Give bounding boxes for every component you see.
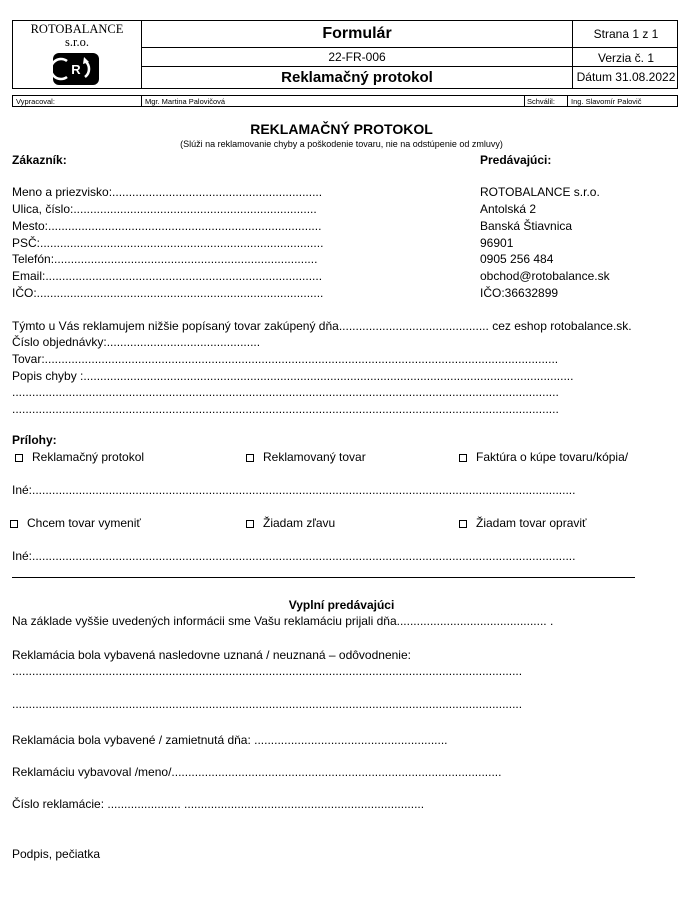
customer-zip-field[interactable]: PSČ:.....................................................................................: [12, 236, 324, 250]
seller-email: obchod@rotobalance.sk: [480, 269, 610, 283]
protocol-title: REKLAMAČNÝ PROTOKOL: [250, 121, 433, 137]
seller-zip: 96901: [480, 236, 514, 250]
checkbox[interactable]: [459, 454, 467, 462]
approved-label: Schválil:: [527, 97, 555, 106]
customer-phone-field[interactable]: Telefón:...............................................................................: [12, 252, 318, 266]
protocol-subtitle: (Slúži na reklamovanie chyby a poškodenie tovaru, nie na odstúpenie od zmluvy): [180, 139, 503, 149]
resolution-label: Reklamácia bola vybavená nasledovne uznaná / neuznaná – odôvodnenie:: [12, 648, 411, 662]
resolution-line[interactable]: .........................................................................................................................................................: [12, 664, 523, 678]
checkbox[interactable]: [246, 454, 254, 462]
row-divider: [524, 96, 525, 106]
goods-field[interactable]: Tovar:..........................................................................................................................................................: [12, 352, 559, 366]
customer-name-field[interactable]: Meno a priezvisko:...............................................................: [12, 185, 323, 199]
attachment-option-invoice[interactable]: [459, 450, 628, 464]
company-name: ROTOBALANCE s.r.o.: [30, 22, 124, 49]
approval-row: [12, 95, 678, 107]
option-label: Žiadam zľavu: [263, 516, 336, 530]
accepted-date-field[interactable]: Na základe vyššie uvedených informácii sme Vašu reklamáciu prijali dňa............................................. .: [12, 614, 554, 628]
seller-section-heading: Vyplní predávajúci: [288, 598, 395, 612]
row-divider: [567, 96, 568, 106]
request-option-repair[interactable]: [459, 516, 587, 530]
defect-description-line[interactable]: ....................................................................................................................................................................: [12, 402, 559, 416]
row-divider: [141, 96, 142, 106]
option-label: Chcem tovar vymeniť: [27, 516, 141, 530]
resolved-date-field[interactable]: Reklamácia bola vybavené / zamietnutá dňa: ..........................................................: [12, 733, 448, 747]
svg-text:R: R: [71, 62, 81, 77]
request-option-replace[interactable]: [10, 516, 141, 530]
document-title: Reklamačný protokol: [281, 69, 433, 86]
purchase-date-field[interactable]: Týmto u Vás reklamujem nižšie popísaný tovar zakúpený dňa............................................. cez eshop rotobalance.sk.: [12, 319, 632, 333]
page-number: Strana 1 z 1: [593, 27, 659, 41]
resolution-line[interactable]: .........................................................................................................................................................: [12, 697, 523, 711]
signature-label: Podpis, pečiatka: [12, 847, 101, 861]
option-label: Reklamačný protokol: [32, 450, 145, 464]
claim-number-field[interactable]: Číslo reklamácie: ...................... ........................................................................: [12, 797, 425, 811]
attachment-option-protocol[interactable]: [15, 450, 144, 464]
option-label: Reklamovaný tovar: [263, 450, 366, 464]
section-separator: [12, 577, 635, 578]
checkbox[interactable]: [246, 520, 254, 528]
approved-value: Ing. Slavomír Palovič: [571, 97, 642, 106]
customer-heading: Zákazník:: [12, 153, 67, 167]
form-title: Formulár: [322, 25, 392, 42]
request-option-discount[interactable]: [246, 516, 335, 530]
defect-description-line[interactable]: ....................................................................................................................................................................: [12, 385, 559, 399]
checkbox[interactable]: [15, 454, 23, 462]
seller-name: ROTOBALANCE s.r.o.: [480, 185, 600, 199]
requests-other-field[interactable]: Iné:...................................................................................................................................................................: [12, 549, 576, 563]
customer-email-field[interactable]: Email:...................................................................................: [12, 269, 323, 283]
seller-heading: Predávajúci:: [480, 153, 552, 167]
seller-city: Banská Štiavnica: [480, 219, 573, 233]
document-date: Dátum 31.08.2022: [576, 70, 676, 84]
prepared-label: Vypracoval:: [16, 97, 55, 106]
checkbox[interactable]: [10, 520, 18, 528]
prepared-value: Mgr. Martina Palovičová: [145, 97, 226, 106]
form-code: 22-FR-006: [328, 50, 386, 64]
customer-street-field[interactable]: Ulica, číslo:.........................................................................: [12, 202, 317, 216]
defect-description-field[interactable]: Popis chyby :...................................................................................................................................................: [12, 369, 574, 383]
seller-ico: IČO:36632899: [480, 286, 559, 300]
rotobalance-logo-icon: [53, 53, 99, 85]
attachment-option-goods[interactable]: [246, 450, 366, 464]
seller-street: Antolská 2: [480, 202, 537, 216]
header-divider: [141, 47, 678, 48]
attachments-other-field[interactable]: Iné:...................................................................................................................................................................: [12, 483, 576, 497]
customer-city-field[interactable]: Mesto:..................................................................................: [12, 219, 322, 233]
option-label: Žiadam tovar opraviť: [476, 516, 587, 530]
order-number-field[interactable]: Číslo objednávky:..............................................: [12, 335, 261, 349]
header-divider: [141, 66, 678, 67]
handled-by-field[interactable]: Reklamáciu vybavoval /meno/...................................................................................................: [12, 765, 502, 779]
checkbox[interactable]: [459, 520, 467, 528]
customer-ico-field[interactable]: IČO:......................................................................................: [12, 286, 324, 300]
attachments-heading: Prílohy:: [12, 433, 57, 447]
option-label: Faktúra o kúpe tovaru/kópia/: [476, 450, 629, 464]
seller-phone: 0905 256 484: [480, 252, 554, 266]
version: Verzia č. 1: [597, 51, 655, 65]
document-header: [12, 20, 678, 89]
